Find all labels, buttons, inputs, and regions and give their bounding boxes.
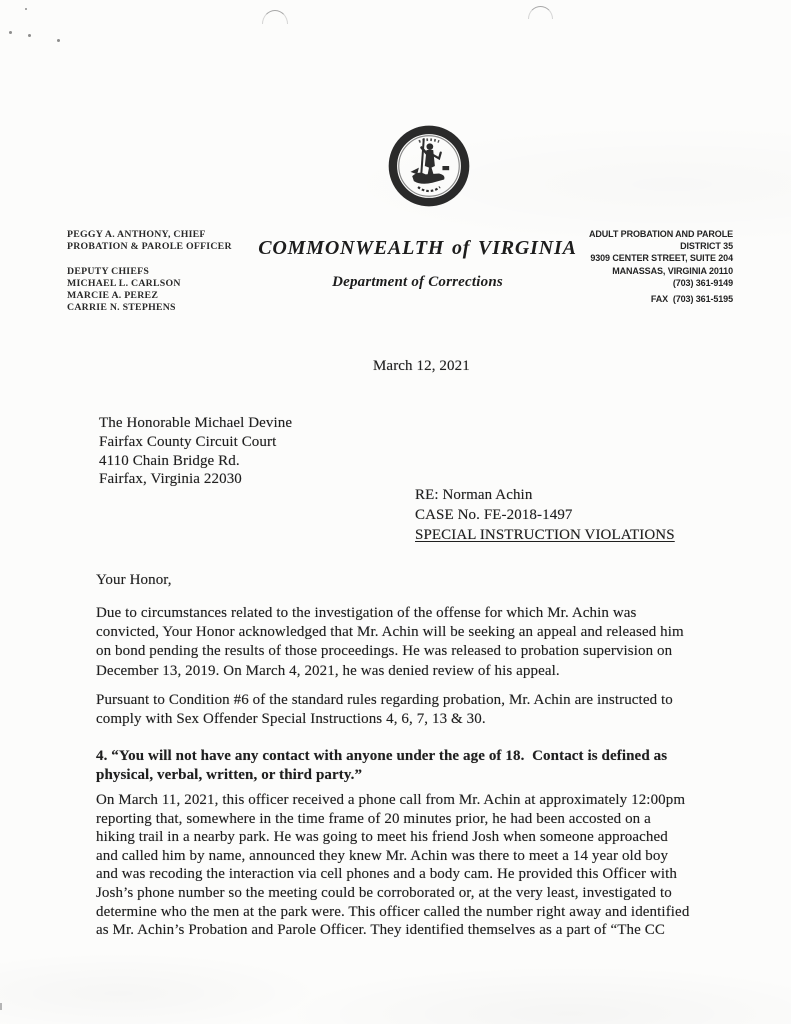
letterhead-officials [67,229,232,314]
body-line: and was recoding the interaction via cell phones and a body cam. He provided this Officer with [96,866,678,883]
district-address-block [589,228,733,305]
body-line: and called him by name, announced they knew Mr. Achin was there to meet a 14 year old boy [96,847,669,864]
deputy-name: CARRIE N. STEPHENS [67,302,176,313]
recipient-name: The Honorable Michael Devine [99,415,293,431]
body-line: physical, verbal, written, or third party.” [96,767,363,784]
body-line: December 13, 2019. On March 4, 2021, he was denied review of his appeal. [96,662,560,679]
body-paragraph-1 [96,604,684,681]
body-line: as Mr. Achin’s Probation and Parole Officer. They identified themselves as a part of “The CC [96,922,665,939]
agency-subtitle: Department of Corrections [332,274,503,290]
district-street: 9309 CENTER STREET, SUITE 204 [590,253,733,264]
district-phone: (703) 361-9149 [672,277,733,288]
body-line: comply with Sex Offender Special Instructions 4, 6, 7, 13 & 30. [96,711,486,728]
body-line: Pursuant to Condition #6 of the standard rules regarding probation, Mr. Achin are instructed to [96,692,673,708]
body-line: Due to circumstances related to the investigation of the offense for which Mr. Achin was [96,605,637,621]
scan-artifact-dot [57,39,60,42]
district-city: MANASSAS, VIRGINIA 20110 [612,265,733,276]
body-line: hiking trail in a nearby park. He was going to meet his friend Josh when someone approached [96,829,668,846]
deputy-chiefs-heading: DEPUTY CHIEFS [67,266,150,277]
scan-artifact-mark [0,1003,2,1010]
body-line: Josh’s phone number so the meeting could be corroborated or, at the very least, investigated to [96,884,672,901]
body-paragraph-4 [96,791,689,940]
body-line: convicted, Your Honor acknowledged that Mr. Achin will be seeking an appeal and released him [96,624,684,641]
chief-officer-title: PROBATION & PAROLE OFFICER [67,241,232,252]
scan-artifact-dot [9,31,12,34]
re-subject-block [415,486,675,545]
scan-artifact-dot [25,8,27,10]
scan-artifact-arc [262,10,288,24]
recipient-street: 4110 Chain Bridge Rd. [99,452,240,469]
chief-officer-name: PEGGY A. ANTHONY, CHIEF [67,229,206,240]
letter-date: March 12, 2021 [373,358,470,374]
agency-title: COMMONWEALTH of VIRGINIA [258,237,577,259]
letterhead-agency [245,237,590,291]
body-paragraph-2 [96,691,673,729]
re-case-number: CASE No. FE-2018-1497 [415,506,573,523]
scan-artifact-dot [28,34,31,37]
body-line: 4. “You will not have any contact with anyone under the age of 18. Contact is defined as [96,748,668,764]
recipient-address [99,414,292,489]
deputy-name: MARCIE A. PEREZ [67,290,159,301]
re-subject-line: SPECIAL INSTRUCTION VIOLATIONS [415,526,675,543]
virginia-state-seal-icon [387,123,471,214]
deputy-name: MICHAEL L. CARLSON [67,278,181,289]
recipient-city: Fairfax, Virginia 22030 [99,471,242,488]
scan-artifact-arc [528,6,553,19]
body-line: On March 11, 2021, this officer received a phone call from Mr. Achin at approximately 12:00pm [96,792,686,808]
district-number: DISTRICT 35 [680,241,733,252]
district-office-name: ADULT PROBATION AND PAROLE [588,229,733,239]
body-line: reporting that, somewhere in the time frame of 20 minutes prior, he had been accosted on a [96,810,651,827]
body-line: determine who the men at the park were. This officer called the number right away and identified [96,903,690,920]
recipient-court: Fairfax County Circuit Court [99,433,277,450]
special-instruction-quote [96,747,667,785]
re-name: RE: Norman Achin [415,487,533,503]
body-line: on bond pending the results of those proceedings. He was released to probation supervision on [96,643,673,660]
salutation: Your Honor, [96,572,172,588]
district-fax: FAX (703) 361-5195 [650,294,733,305]
